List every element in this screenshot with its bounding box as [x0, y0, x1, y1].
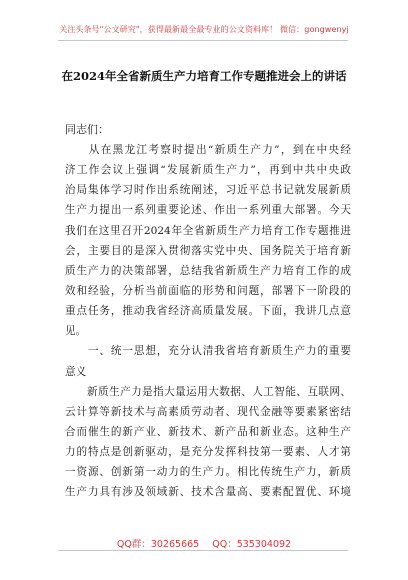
footer-qq: QQ：535304092 — [212, 539, 292, 550]
section-heading-line: 意义 — [65, 365, 87, 378]
body-line: 重点任务，推动我省经济高质量发展。下面，我讲几点意 — [65, 305, 351, 318]
body-line: 合而催生的新产业、新技术、新产品和新业态。这种生产 — [65, 425, 351, 438]
body-line: 力的特点是创新驱动，是充分发挥科技第一要素、人才第 — [65, 446, 351, 459]
body-line: 新质生产力是指大量运用大数据、人工智能、互联网、 — [65, 385, 351, 398]
body-line: 一资源、创新第一动力的生产力。相比传统生产力，新质 — [65, 466, 351, 479]
footer-qq-group: QQ群：30265665 — [116, 539, 200, 550]
body-line: 质生产力的决策部署，总结我省新质生产力培育工作的成 — [65, 264, 351, 277]
body-line: 我们在这里召开2024年全省新质生产力培育工作专题推进 — [65, 224, 351, 237]
body-line: 从在黑龙江考察时提出“新质生产力”，到在中央经 — [65, 144, 351, 156]
salutation: 同志们： — [65, 123, 109, 136]
body-line: 效和经验，分析当前面临的形势和问题，部署下一阶段的 — [65, 284, 351, 297]
document-body — [65, 140, 351, 503]
footer-contact — [0, 536, 408, 550]
body-line: 会，主要目的是深入贯彻落实党中央、国务院关于培育新 — [65, 244, 351, 257]
document-title: 在2024年全省新质生产力培育工作专题推进会上的讲话 — [61, 69, 347, 83]
section-heading-line: 一、统一思想，充分认清我省培育新质生产力的重要 — [65, 345, 351, 358]
body-line: 生产力具有涉及领域新、技术含量高、要素配置优、环境 — [65, 486, 351, 499]
header-banner: 关注头条号"公文研究"，获得最新最全最专业的公文资料库！ 微信：gongwenyj — [59, 25, 349, 34]
body-line: 济工作会议上强调“发展新质生产力”，再到中共中央政 — [65, 164, 351, 177]
footer-divider — [58, 550, 348, 551]
body-line: 治局集体学习时作出系统阐述，习近平总书记就发展新质 — [65, 184, 351, 197]
body-line: 云计算等新技术与高素质劳动者、现代金融等要素紧密结 — [65, 405, 351, 418]
body-line: 见。 — [65, 325, 87, 338]
body-line: 生产力提出一系列重要论述、作出一系列重大部署。今天 — [65, 204, 351, 217]
header-divider — [58, 40, 348, 41]
